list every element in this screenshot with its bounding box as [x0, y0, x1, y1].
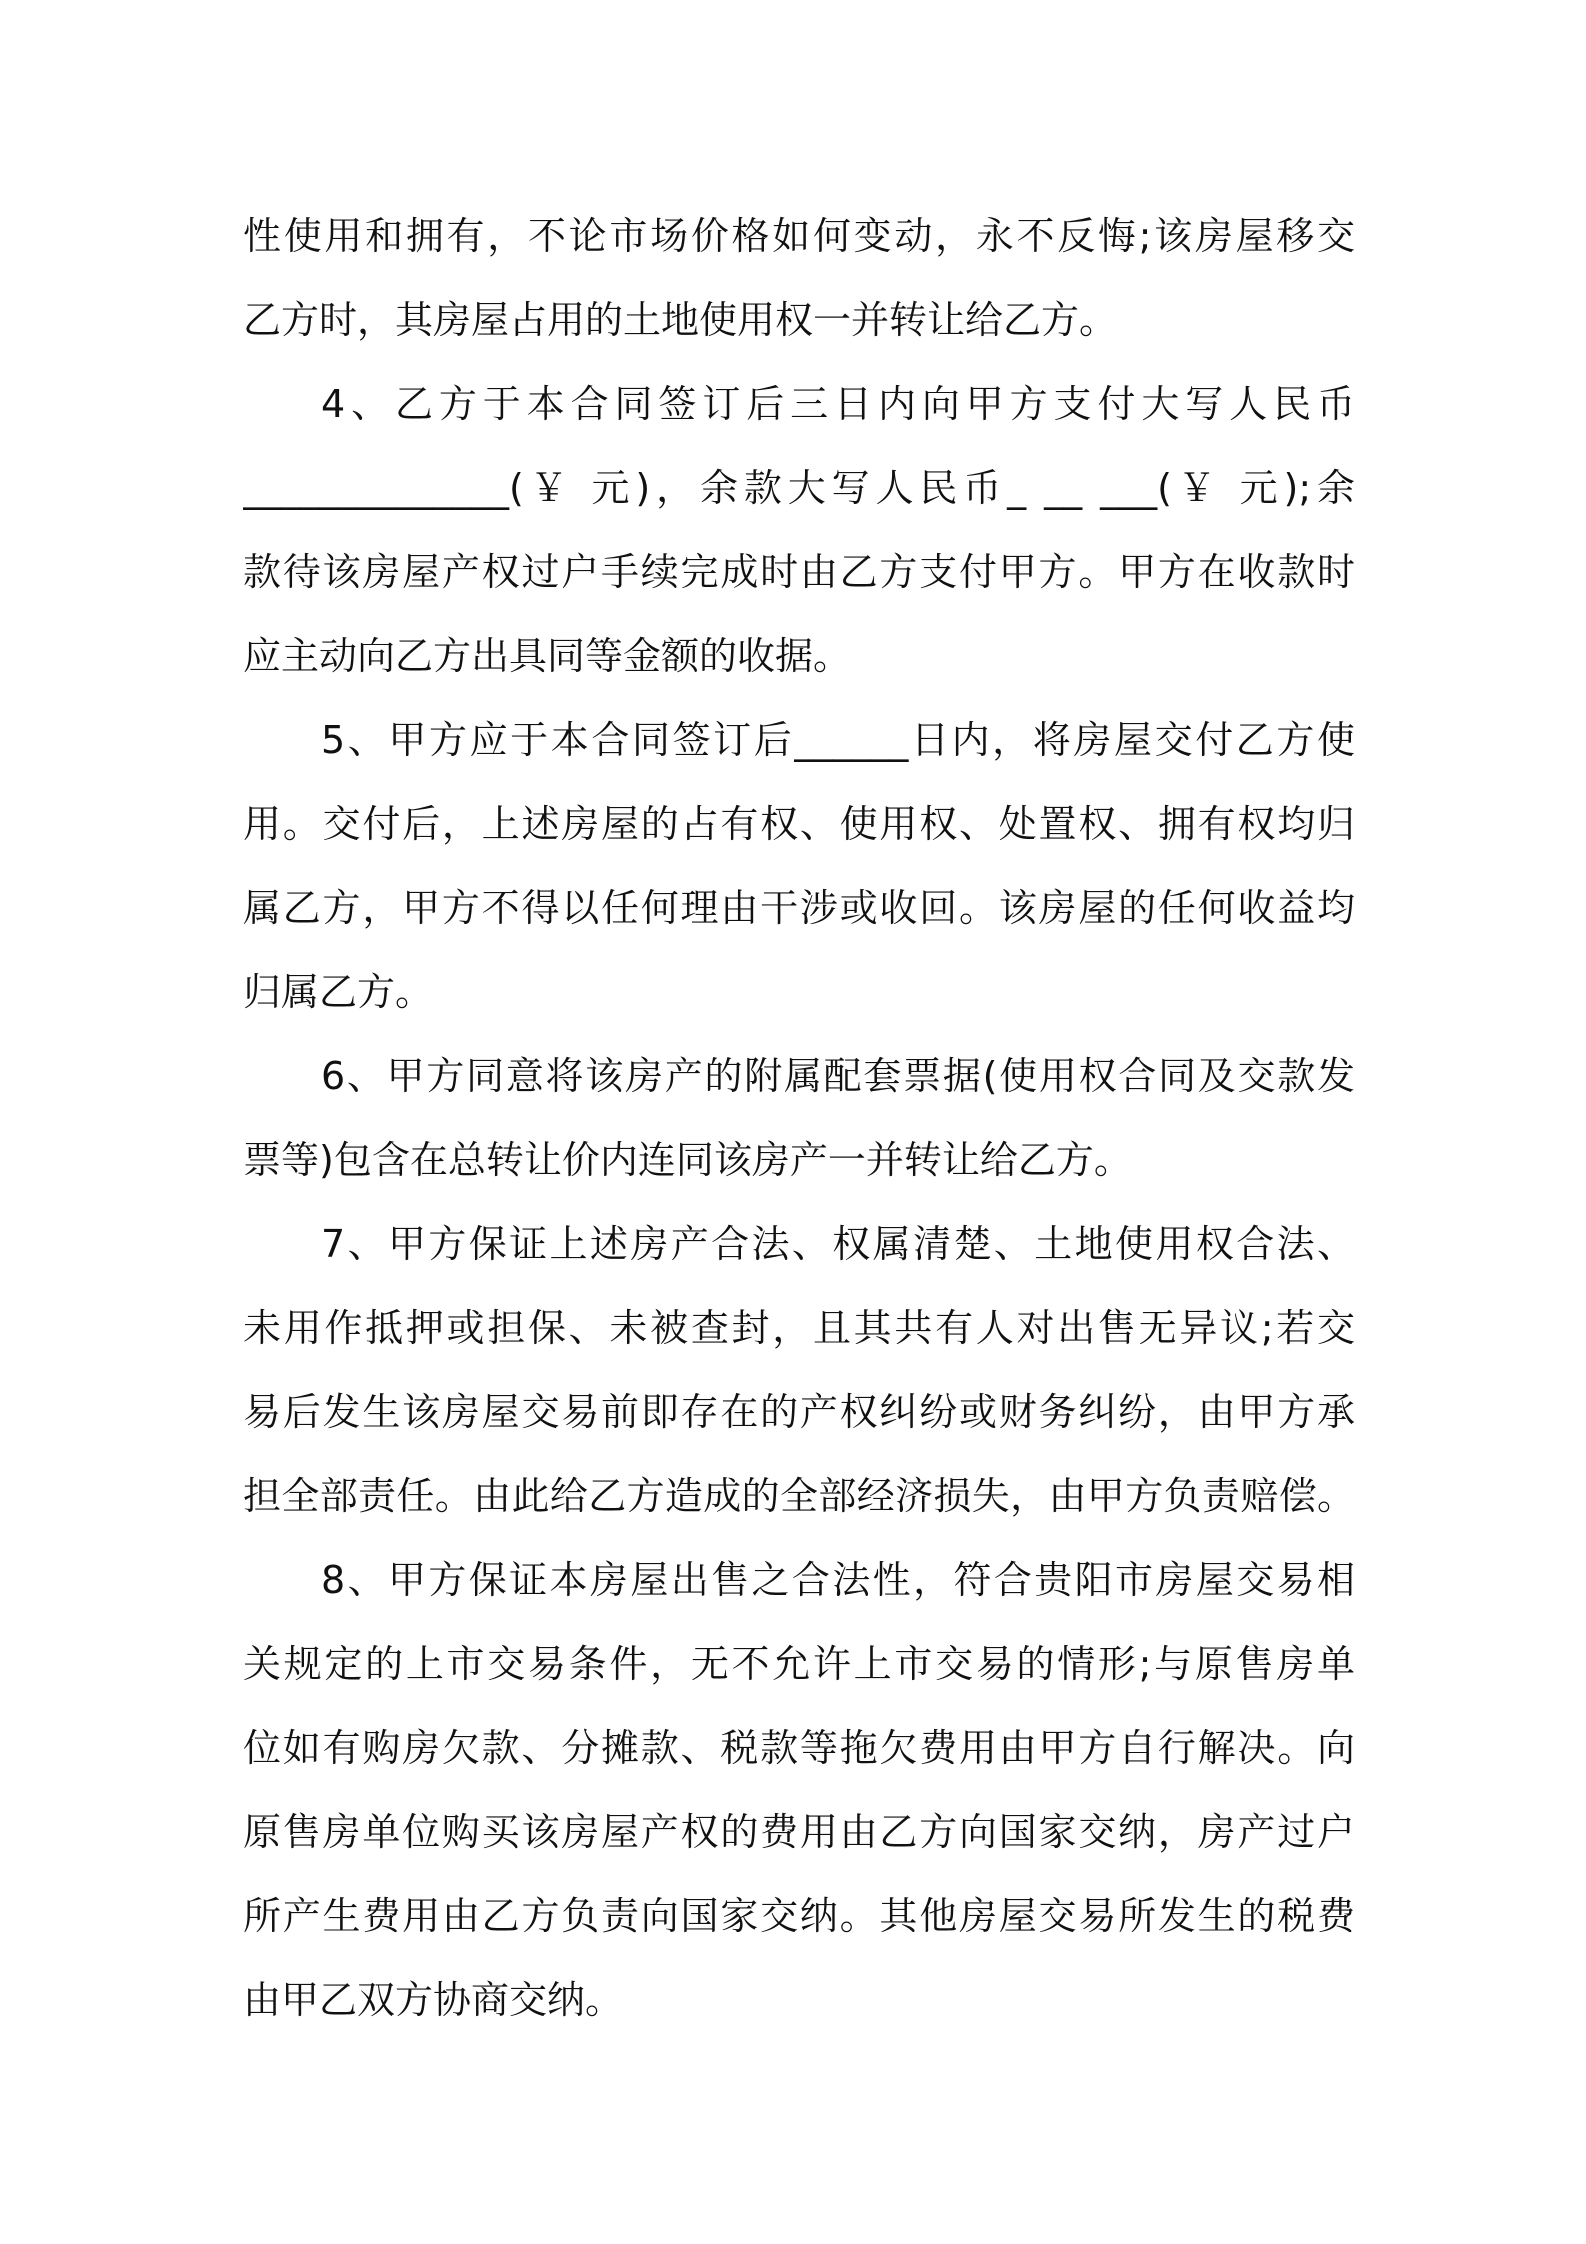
text-line: 原售房单位购买该房屋产权的费用由乙方向国家交纳，房产过户 [243, 1810, 1355, 1854]
text-line: 关规定的上市交易条件，无不允许上市交易的情形;与原售房单 [243, 1642, 1355, 1686]
text-line: 归属乙方。 [243, 970, 434, 1014]
text-line: 易后发生该房屋交易前即存在的产权纠纷或财务纠纷，由甲方承 [243, 1390, 1355, 1434]
clause-6 [243, 1034, 1355, 1202]
contract-text [243, 194, 1355, 2042]
clause-5 [243, 698, 1355, 1034]
text-line: 6、甲方同意将该房产的附属配套票据(使用权合同及交款发 [321, 1054, 1355, 1098]
text-line: 由甲乙双方协商交纳。 [243, 1978, 624, 2022]
text-line: ______________(￥ 元)，余款大写人民币_ __ ___(￥ 元);余 [243, 466, 1355, 510]
text-line: 8、甲方保证本房屋出售之合法性，符合贵阳市房屋交易相 [321, 1558, 1355, 1602]
clause-8 [243, 1538, 1355, 2042]
text-line: 位如有购房欠款、分摊款、税款等拖欠费用由甲方自行解决。向 [243, 1726, 1355, 1770]
text-line: 5、甲方应于本合同签订后______日内，将房屋交付乙方使 [321, 718, 1355, 762]
text-line: 应主动向乙方出具同等金额的收据。 [243, 634, 852, 678]
text-line: 性使用和拥有，不论市场价格如何变动，永不反悔;该房屋移交 [243, 214, 1355, 258]
text-line: 款待该房屋产权过户手续完成时由乙方支付甲方。甲方在收款时 [243, 550, 1355, 594]
clause-4 [243, 362, 1355, 698]
text-line: 7、甲方保证上述房产合法、权属清楚、土地使用权合法、 [321, 1222, 1355, 1266]
text-line: 属乙方，甲方不得以任何理由干涉或收回。该房屋的任何收益均 [243, 886, 1355, 930]
text-line: 担全部责任。由此给乙方造成的全部经济损失，由甲方负责赔偿。 [243, 1474, 1355, 1518]
clause-7 [243, 1202, 1355, 1538]
text-line: 未用作抵押或担保、未被查封，且其共有人对出售无异议;若交 [243, 1306, 1355, 1350]
paragraph-continued [243, 194, 1355, 362]
text-line: 票等)包含在总转让价内连同该房产一并转让给乙方。 [243, 1138, 1132, 1182]
text-line: 4、乙方于本合同签订后三日内向甲方支付大写人民币 [321, 382, 1355, 426]
text-line: 所产生费用由乙方负责向国家交纳。其他房屋交易所发生的税费 [243, 1894, 1355, 1938]
text-line: 乙方时，其房屋占用的土地使用权一并转让给乙方。 [243, 298, 1118, 342]
text-line: 用。交付后，上述房屋的占有权、使用权、处置权、拥有权均归 [243, 802, 1355, 846]
